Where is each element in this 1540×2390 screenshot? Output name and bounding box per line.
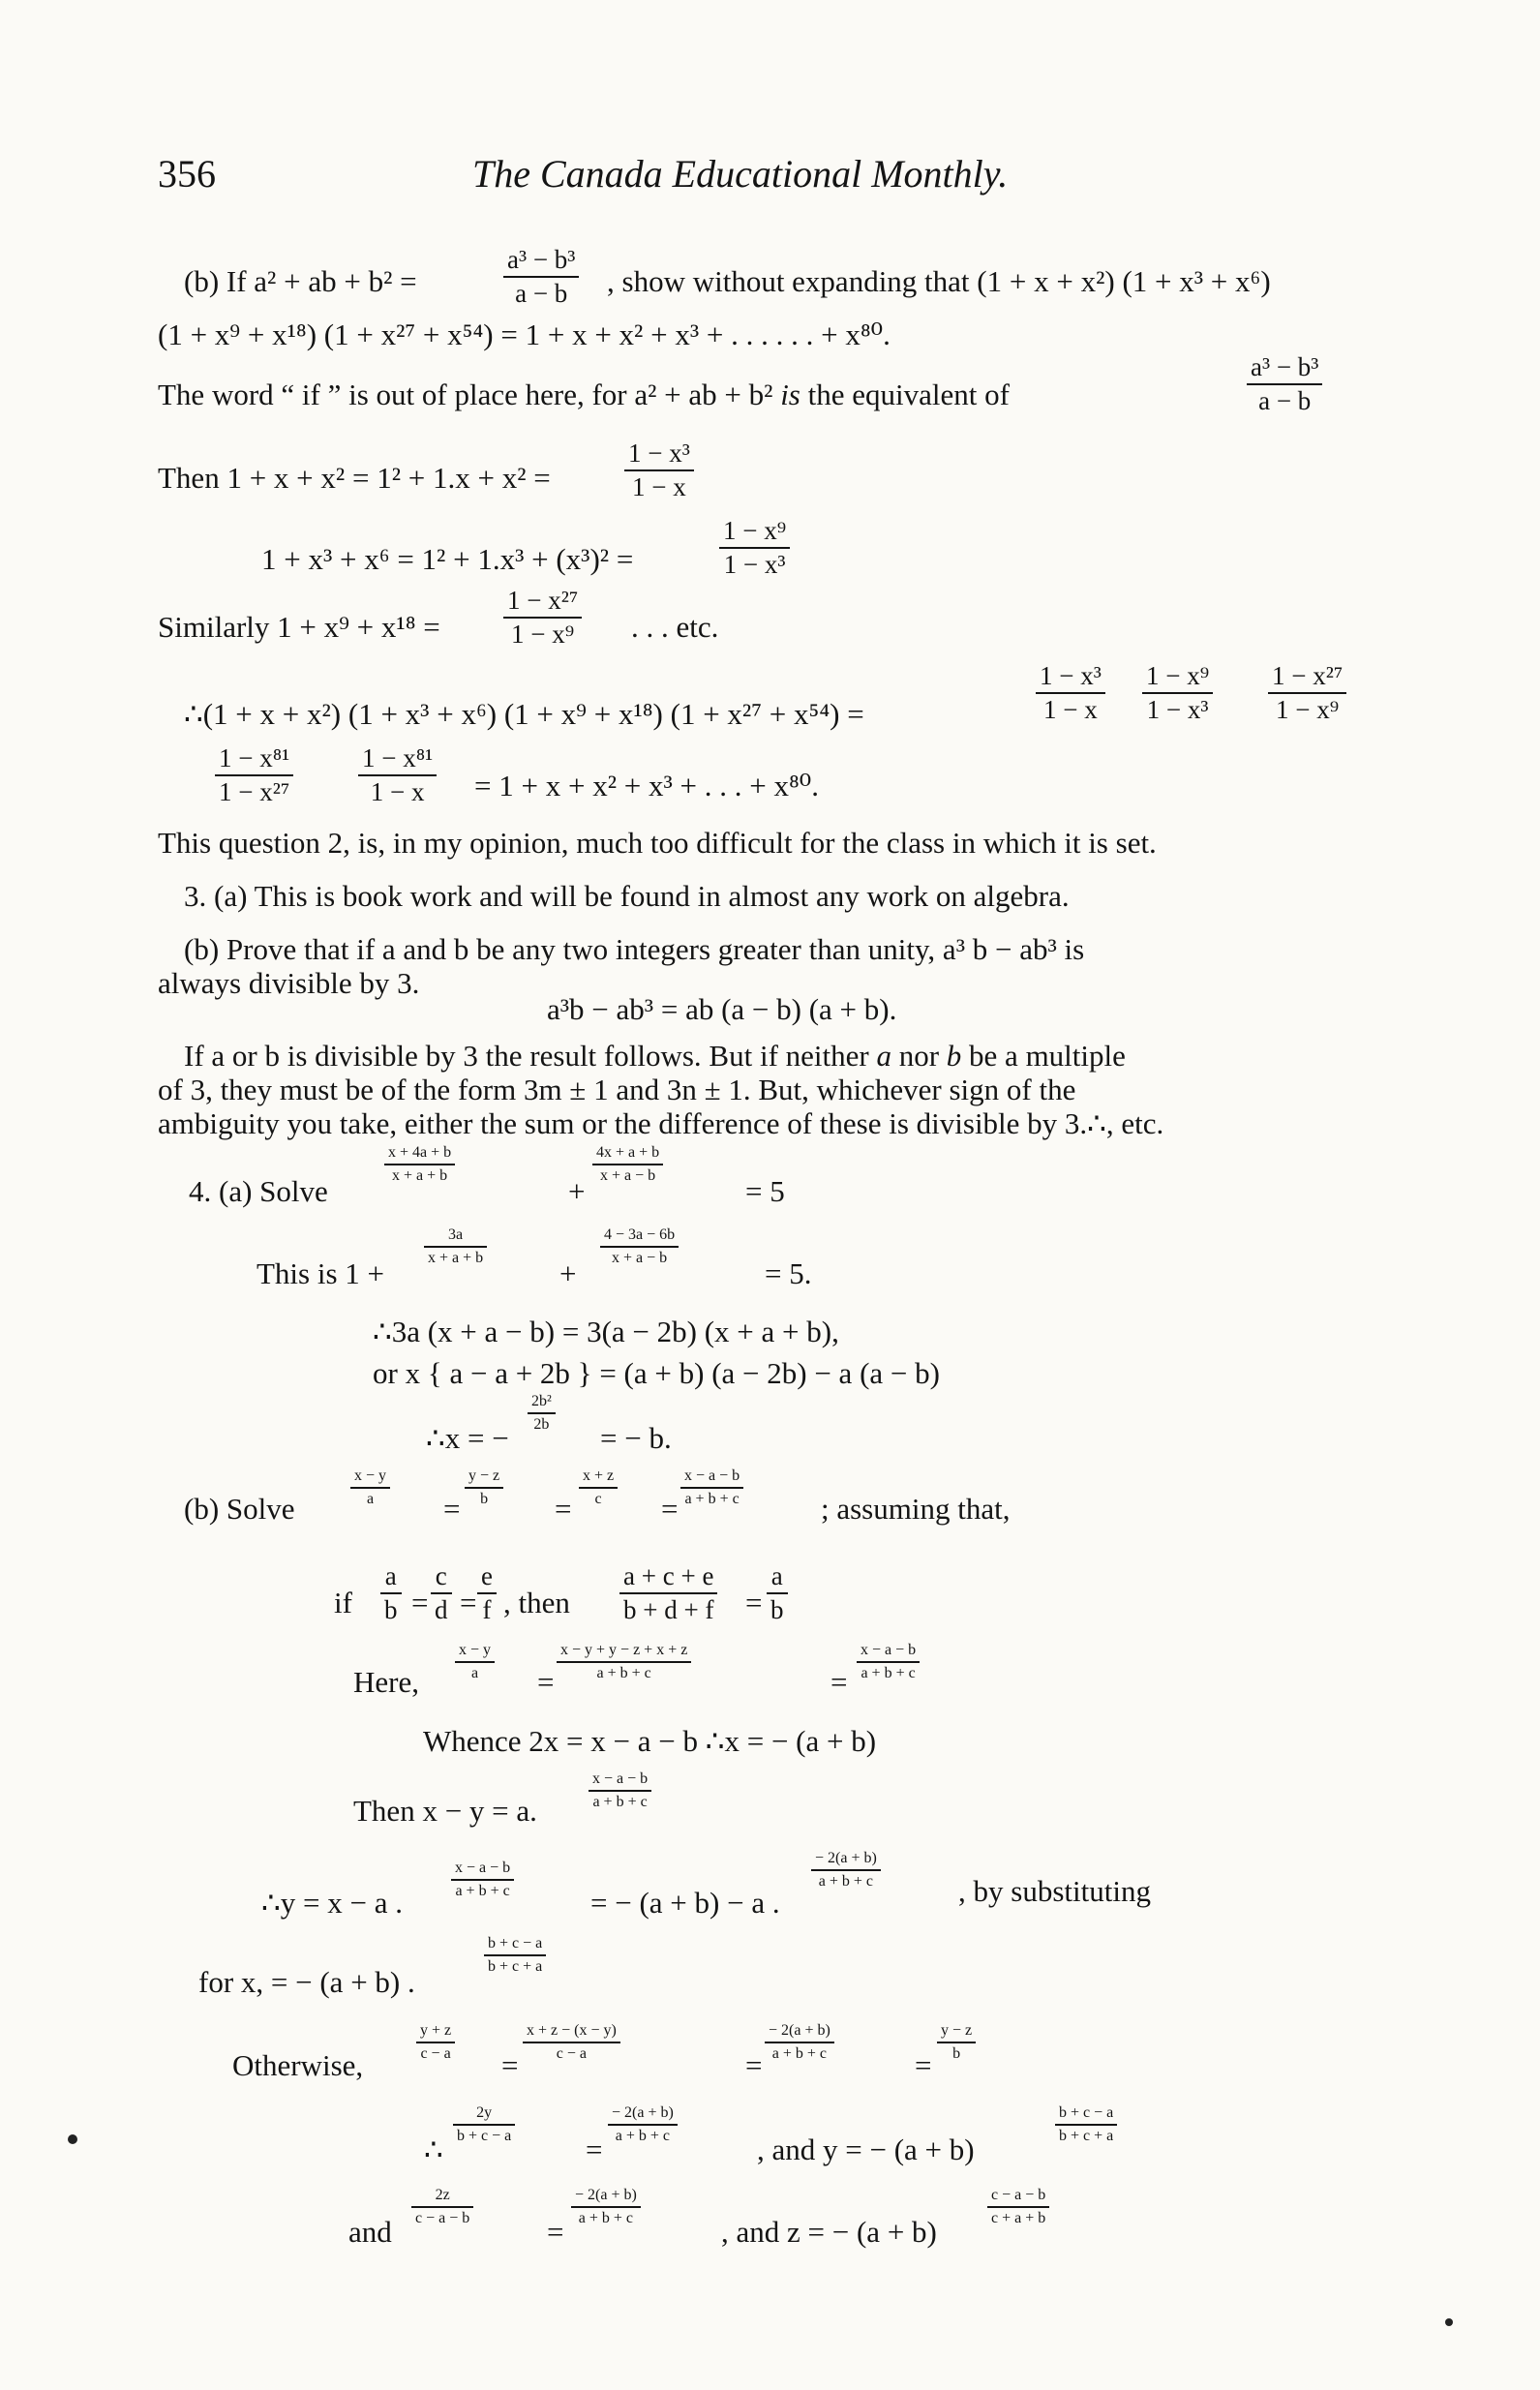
q4a-step3: ∴x = −	[426, 1421, 509, 1455]
k3: $\frac{b + c - a}{b + c + a}$	[1055, 2105, 1117, 2144]
q3a-text: 3. (a) This is book work and will be found in almost any work on algebra.	[184, 879, 1070, 913]
fraction-line5: $\frac{\text{1 − x⁹}}{\text{1 − x³}}$	[719, 518, 790, 578]
fx: $\frac{b + c - a}{b + c + a}$	[484, 1936, 546, 1975]
and-word: and	[348, 2215, 392, 2249]
product-frac2: $\frac{\text{1 − x⁹}}{\text{1 − x³}}$	[1142, 663, 1213, 723]
eq-g1: =	[411, 1586, 429, 1619]
h2: $\frac{x - y + y - z + x + z}{a + b + c}$	[557, 1643, 691, 1681]
eq-h1: =	[537, 1665, 555, 1699]
product-frac3: $\frac{\text{1 − x²⁷}}{\text{1 − x⁹}}$	[1268, 663, 1346, 723]
y-line-end: , by substituting	[958, 1874, 1151, 1908]
q4a-step1: ∴3a (x + a − b) = 3(a − 2b) (x + a + b),	[373, 1315, 839, 1348]
q4b-frac3: $\frac{x + z}{c}$	[579, 1468, 618, 1507]
q3-para-line1: If a or b is divisible by 3 the result follows. But if neither a nor b be a multiple	[184, 1039, 1126, 1073]
q4b-frac2: $\frac{y - z}{b}$	[465, 1468, 503, 1507]
g3: $\frac{e}{f}$	[477, 1563, 497, 1623]
eq-o3: =	[915, 2048, 932, 2082]
q2-comment: This question 2, is, in my opinion, much too difficult for the class in which it is set.	[158, 826, 1157, 860]
running-title: The Canada Educational Monthly.	[472, 152, 1009, 196]
whence-line: Whence 2x = x − a − b ∴x = − (a + b)	[423, 1724, 877, 1758]
q4b-frac1: $\frac{x - y}{a}$	[350, 1468, 390, 1507]
result-frac2: $\frac{\text{1 − x⁸¹}}{1 - x}$	[358, 745, 437, 805]
eq-o2: =	[745, 2048, 763, 2082]
q4a-rhs2: = 5.	[765, 1256, 812, 1290]
result-frac1: $\frac{\text{1 − x⁸¹}}{\text{1 − x²⁷}}$	[215, 745, 293, 805]
k2: $\frac{- 2(a + b)}{a + b + c}$	[608, 2105, 678, 2144]
y-line-start: ∴y = x − a .	[261, 1886, 403, 1920]
q3b-equation: a³b − ab³ = ab (a − b) (a + b).	[547, 992, 897, 1026]
m2: $\frac{- 2(a + b)}{a + b + c}$	[571, 2188, 641, 2226]
g2: $\frac{c}{d}$	[431, 1563, 452, 1623]
product-line: ∴(1 + x + x²) (1 + x³ + x⁶) (1 + x⁹ + x¹⁸) (1 + x²⁷ + x⁵⁴) =	[184, 697, 864, 731]
k1: $\frac{2y}{b + c - a}$	[453, 2105, 515, 2144]
q4b-label: (b) Solve	[184, 1492, 295, 1526]
q4a-frac1: $\frac{x + 4a + b}{x + a + b}$	[384, 1145, 455, 1184]
ink-speck	[68, 2134, 77, 2144]
o2: $\frac{x + z - (x - y)}{c - a}$	[523, 2023, 620, 2062]
q2b-line5: 1 + x³ + x⁶ = 1² + 1.x³ + (x³)² =	[261, 542, 634, 576]
h1: $\frac{x - y}{a}$	[455, 1643, 495, 1681]
q3-para-line3: ambiguity you take, either the sum or the difference of these is divisible by 3.∴, etc.	[158, 1106, 1164, 1140]
q4b-frac4: $\frac{x - a - b}{a + b + c}$	[680, 1468, 743, 1507]
eq-k1: =	[586, 2133, 603, 2166]
q4a-op: +	[568, 1174, 586, 1208]
then-word: , then	[503, 1586, 570, 1619]
then-line: Then 1 + x + x² = 1² + 1.x + x² =	[158, 461, 551, 495]
q4a-frac5: $\frac{\text{2b²}}{2b}$	[528, 1394, 556, 1433]
here-word: Here,	[353, 1665, 419, 1699]
g5: $\frac{a}{b}$	[767, 1563, 788, 1623]
q4a-plus: +	[559, 1256, 577, 1290]
for-x-line: for x, = − (a + b) .	[198, 1965, 415, 1999]
result-line: = 1 + x + x² + x³ + . . . + x⁸⁰.	[474, 769, 819, 802]
eq-o1: =	[501, 2048, 519, 2082]
similarly-line: Similarly 1 + x⁹ + x¹⁸ =	[158, 610, 440, 644]
g4: $\frac{a + c + e}{b + d + f}$	[619, 1563, 717, 1623]
eq3: =	[661, 1492, 679, 1526]
m3: $\frac{c - a - b}{c + a + b}$	[987, 2188, 1049, 2226]
q3-para-line2: of 3, they must be of the form 3m ± 1 and 3n ± 1. But, whichever sign of the	[158, 1073, 1076, 1106]
q2b-line1-end: , show without expanding that (1 + x + x²) (1 + x³ + x⁶)	[607, 264, 1271, 298]
y-line-mid: = − (a + b) − a .	[590, 1886, 780, 1920]
q4a-step2: or x { a − a + 2b } = (a + b) (a − 2b) − a (a − b)	[373, 1356, 940, 1390]
eq-m1: =	[547, 2215, 564, 2249]
fraction-a3b3-over-ab: $\frac{\text{a³ − b³}}{a - b}$	[503, 247, 579, 307]
q4a-frac3: $\frac{3a}{x + a + b}$	[424, 1227, 487, 1266]
q3b-line1: (b) Prove that if a and b be any two integers greater than unity, a³ b − ab³ is	[184, 932, 1085, 966]
t1: $\frac{x - a - b}{a + b + c}$	[589, 1771, 651, 1810]
q4b-assume: ; assuming that,	[821, 1492, 1011, 1526]
g1: $\frac{a}{b}$	[380, 1563, 402, 1623]
eq-g4: =	[745, 1586, 763, 1619]
q3b-line2: always divisible by 3.	[158, 966, 420, 1000]
if-word: if	[334, 1586, 352, 1619]
q2b-line2: (1 + x⁹ + x¹⁸) (1 + x²⁷ + x⁵⁴) = 1 + x + x² + x³ + . . . . . . + x⁸⁰.	[158, 318, 891, 351]
otherwise-word: Otherwise,	[232, 2048, 364, 2082]
o4: $\frac{y - z}{b}$	[937, 2023, 976, 2062]
q4a-step3-end: = − b.	[600, 1421, 672, 1455]
m-and: , and z = − (a + b)	[721, 2215, 937, 2249]
eq1: =	[443, 1492, 461, 1526]
y1: $\frac{x - a - b}{a + b + c}$	[451, 1861, 514, 1899]
y2: $\frac{- 2(a + b)}{a + b + c}$	[811, 1851, 881, 1890]
q2b-line3: The word “ if ” is out of place here, for a² + ab + b² is the equivalent of	[158, 378, 1010, 411]
fraction-then: $\frac{\text{1 − x³}}{1 - x}$	[624, 440, 694, 500]
eq2: =	[555, 1492, 572, 1526]
eq-h2: =	[830, 1665, 848, 1699]
q4a-rhs: = 5	[745, 1174, 785, 1208]
k-and: , and y = − (a + b)	[757, 2133, 975, 2166]
etc-text: . . . etc.	[631, 610, 719, 644]
product-frac1: $\frac{\text{1 − x³}}{1 - x}$	[1036, 663, 1105, 723]
page-number: 356	[158, 152, 216, 196]
eq-g2: =	[460, 1586, 477, 1619]
q4a-this: This is 1 +	[257, 1256, 385, 1290]
q4a-label: 4. (a) Solve	[189, 1174, 328, 1208]
o3: $\frac{- 2(a + b)}{a + b + c}$	[765, 2023, 834, 2062]
therefore-k: ∴	[424, 2133, 443, 2166]
o1: $\frac{y + z}{c - a}$	[416, 2023, 455, 2062]
q4a-frac4: $\frac{4 - 3a - 6b}{x + a - b}$	[600, 1227, 679, 1266]
fraction-similarly: $\frac{\text{1 − x²⁷}}{\text{1 − x⁹}}$	[503, 588, 582, 648]
q2b-line1-start: (b) If a² + ab + b² =	[184, 264, 417, 298]
q4a-frac2: $\frac{4x + a + b}{x + a - b}$	[592, 1145, 663, 1184]
m1: $\frac{2z}{c - a - b}$	[411, 2188, 473, 2226]
fraction-equivalent: $\frac{\text{a³ − b³}}{a - b}$	[1247, 354, 1322, 414]
then-xy: Then x − y = a.	[353, 1794, 537, 1828]
h3: $\frac{x - a - b}{a + b + c}$	[857, 1643, 920, 1681]
ink-speck	[1445, 2318, 1453, 2326]
